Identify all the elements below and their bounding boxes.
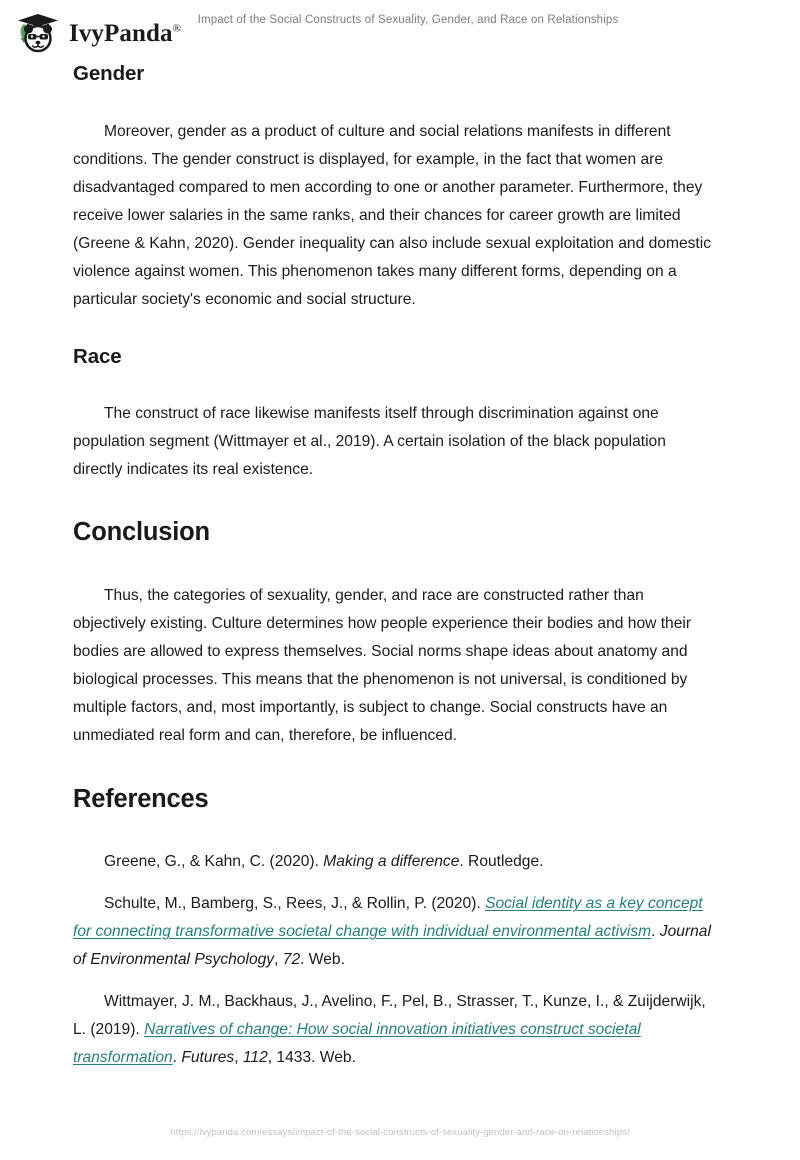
spacer: [73, 87, 711, 118]
reference-separator: ,: [274, 951, 283, 969]
reference-separator: .: [172, 1049, 182, 1067]
reference-tail: . Web.: [300, 951, 345, 969]
reference-source: Journal of Environmental Psychology: [73, 923, 711, 969]
reference-source: Futures: [181, 1049, 235, 1067]
reference-entry: [73, 890, 711, 974]
reference-tail: . Routledge.: [459, 853, 544, 871]
reference-volume: 112: [242, 1049, 268, 1067]
spacer: [73, 876, 711, 890]
section-paragraph-gender: Moreover, gender as a product of culture and social relations manifests in different conditions. The gender construct is displayed, for example, in the fact that women are disadvantaged compared to men according to one or another parameter. Furthermore, they receive lower salaries in the same ranks, and their chances for career growth are limited (Greene & Kahn, 2020). Gender inequality can also include sexual exploitation and domestic violence against women. This phenomenon takes many different forms, depending on a particular society's economic and social structure.: [73, 122, 712, 308]
section-heading-race: Race: [73, 344, 122, 368]
reference-separator: .: [651, 923, 660, 941]
document-body: [73, 62, 711, 1072]
spacer: [73, 814, 711, 848]
reference-separator: ,: [234, 1049, 243, 1067]
reference-authors: Schulte, M., Bamberg, S., Rees, J., & Rollin, P. (2020).: [104, 895, 486, 913]
spacer: [73, 369, 711, 400]
reference-link[interactable]: Narratives of change: How social innovation initiatives construct societal transformation: [73, 1021, 641, 1067]
reference-authors: Wittmayer, J. M., Backhaus, J., Avelino, F., Pel, B., Strasser, T., Kunze, I., & Zuijderwijk, L. (2019).: [73, 993, 706, 1039]
reference-link[interactable]: Social identity as a key concept for connecting transformative societal change with individual environmental activism: [73, 895, 703, 941]
brand-name-text: IvyPanda: [69, 19, 173, 47]
spacer: [73, 750, 711, 784]
section-paragraph-conclusion: Thus, the categories of sexuality, gender, and race are constructed rather than objectively existing. Culture determines how people experience their bodies and how their bodies are allowed to express themselves. Social norms shape ideas about anatomy and biological processes. This means that the phenomenon is not universal, is conditioned by multiple factors, and, most importantly, is subject to change. Social constructs have an unmediated real form and can, therefore, be influenced.: [73, 586, 692, 744]
spacer: [73, 484, 711, 517]
section-heading-conclusion: Conclusion: [73, 518, 210, 547]
page-header: [0, 0, 800, 62]
spacer: [73, 548, 711, 582]
spacer: [73, 974, 711, 988]
section-paragraph-race: The construct of race likewise manifests itself through discrimination against one population segment (Wittmayer et al., 2019). A certain isolation of the black population directly indicates its real existence.: [73, 405, 666, 479]
footer-url: https://ivypanda.com/essays/impact-of-the-social-constructs-of-sexuality-gender-and-race-on-relationships/: [170, 1127, 630, 1138]
spacer: [73, 314, 711, 345]
reference-entry: [73, 848, 711, 876]
reference-authors: Greene, G., & Kahn, C. (2020).: [104, 853, 324, 871]
section-heading-references: References: [73, 784, 209, 813]
registered-mark: ®: [172, 22, 182, 35]
section-heading-gender: Gender: [73, 62, 145, 85]
reference-entry: [73, 988, 711, 1072]
reference-title: Making a difference: [323, 853, 460, 871]
document-header-title: Impact of the Social Constructs of Sexuality, Gender, and Race on Relationships: [197, 14, 619, 26]
reference-volume: 72: [282, 951, 301, 969]
reference-tail: , 1433. Web.: [267, 1049, 356, 1067]
